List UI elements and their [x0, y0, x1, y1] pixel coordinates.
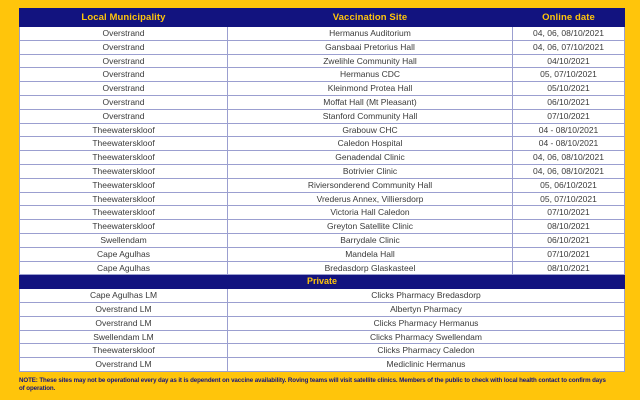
site-cell: Mediclinic Hermanus [228, 358, 625, 372]
site-cell: Hermanus CDC [228, 68, 513, 82]
table-row [20, 344, 625, 358]
site-cell: Riviersonderend Community Hall [228, 178, 513, 192]
online-date-cell: 04, 06, 07/10/2021 [513, 40, 625, 54]
municipality-cell: Theewaterskloof [20, 164, 228, 178]
site-cell: Bredasdorp Glaskasteel [228, 261, 513, 275]
online-date-cell: 05, 07/10/2021 [513, 192, 625, 206]
municipality-cell: Swellendam [20, 233, 228, 247]
table-row [20, 220, 625, 234]
table-row [20, 82, 625, 96]
table-row [20, 206, 625, 220]
table-row [20, 302, 625, 316]
table-row [20, 40, 625, 54]
municipality-cell: Theewaterskloof [20, 178, 228, 192]
online-date-cell: 04, 06, 08/10/2021 [513, 151, 625, 165]
online-date-cell: 06/10/2021 [513, 233, 625, 247]
column-header-vaccination-site: Vaccination Site [228, 9, 513, 27]
site-cell: Botrivier Clinic [228, 164, 513, 178]
table-row [20, 358, 625, 372]
table-row [20, 164, 625, 178]
site-cell: Hermanus Auditorium [228, 27, 513, 41]
online-date-cell: 04, 06, 08/10/2021 [513, 164, 625, 178]
municipality-cell: Overstrand [20, 68, 228, 82]
online-date-cell: 05, 07/10/2021 [513, 68, 625, 82]
online-date-cell: 04/10/2021 [513, 54, 625, 68]
municipality-cell: Overstrand [20, 27, 228, 41]
municipality-cell: Cape Agulhas [20, 261, 228, 275]
site-cell: Barrydale Clinic [228, 233, 513, 247]
municipality-cell: Theewaterskloof [20, 206, 228, 220]
site-cell: Kleinmond Protea Hall [228, 82, 513, 96]
online-date-cell: 07/10/2021 [513, 109, 625, 123]
site-cell: Clicks Pharmacy Caledon [228, 344, 625, 358]
municipality-cell: Cape Agulhas LM [20, 289, 228, 303]
online-date-cell: 04, 06, 08/10/2021 [513, 27, 625, 41]
municipality-cell: Overstrand [20, 40, 228, 54]
municipality-cell: Theewaterskloof [20, 344, 228, 358]
online-date-cell: 08/10/2021 [513, 220, 625, 234]
online-date-cell: 08/10/2021 [513, 261, 625, 275]
site-cell: Grabouw CHC [228, 123, 513, 137]
site-cell: Caledon Hospital [228, 137, 513, 151]
site-cell: Vrederus Annex, Villiersdorp [228, 192, 513, 206]
municipality-cell: Theewaterskloof [20, 123, 228, 137]
table-row [20, 123, 625, 137]
municipality-cell: Overstrand LM [20, 358, 228, 372]
site-cell: Gansbaai Pretorius Hall [228, 40, 513, 54]
private-section-label: Private [20, 275, 625, 289]
online-date-cell: 06/10/2021 [513, 95, 625, 109]
site-cell: Genadendal Clinic [228, 151, 513, 165]
municipality-cell: Theewaterskloof [20, 137, 228, 151]
municipality-cell: Theewaterskloof [20, 192, 228, 206]
table-row [20, 27, 625, 41]
table-row [20, 247, 625, 261]
column-header-online-date: Online date [513, 9, 625, 27]
table-row [20, 95, 625, 109]
municipality-cell: Theewaterskloof [20, 151, 228, 165]
municipality-cell: Overstrand [20, 95, 228, 109]
table-row [20, 261, 625, 275]
site-cell: Clicks Pharmacy Bredasdorp [228, 289, 625, 303]
table-row [20, 316, 625, 330]
table-row [20, 233, 625, 247]
municipality-cell: Overstrand LM [20, 302, 228, 316]
site-cell: Clicks Pharmacy Hermanus [228, 316, 625, 330]
municipality-cell: Overstrand [20, 54, 228, 68]
table-row [20, 109, 625, 123]
availability-note: NOTE: These sites may not be operational every day as it is dependent on vaccine availability. Roving teams will visit satellite clinics. Members of the public to check with local health contact to confirm days of operation. [19, 377, 606, 392]
online-date-cell: 05/10/2021 [513, 82, 625, 96]
table-row [20, 330, 625, 344]
vaccination-sites-table-container [19, 8, 624, 372]
table-row [20, 137, 625, 151]
column-header-local-municipality: Local Municipality [20, 9, 228, 27]
online-date-cell: 07/10/2021 [513, 206, 625, 220]
municipality-cell: Theewaterskloof [20, 220, 228, 234]
municipality-cell: Overstrand LM [20, 316, 228, 330]
site-cell: Clicks Pharmacy Swellendam [228, 330, 625, 344]
site-cell: Moffat Hall (Mt Pleasant) [228, 95, 513, 109]
online-date-cell: 05, 06/10/2021 [513, 178, 625, 192]
municipality-cell: Overstrand [20, 109, 228, 123]
table-row [20, 54, 625, 68]
private-section-header [20, 275, 625, 289]
vaccination-sites-table [19, 8, 625, 372]
municipality-cell: Swellendam LM [20, 330, 228, 344]
online-date-cell: 04 - 08/10/2021 [513, 123, 625, 137]
table-row [20, 192, 625, 206]
online-date-cell: 04 - 08/10/2021 [513, 137, 625, 151]
site-cell: Albertyn Pharmacy [228, 302, 625, 316]
municipality-cell: Cape Agulhas [20, 247, 228, 261]
table-row [20, 151, 625, 165]
site-cell: Greyton Satellite Clinic [228, 220, 513, 234]
site-cell: Stanford Community Hall [228, 109, 513, 123]
online-date-cell: 07/10/2021 [513, 247, 625, 261]
site-cell: Victoria Hall Caledon [228, 206, 513, 220]
table-row [20, 178, 625, 192]
site-cell: Zwelihle Community Hall [228, 54, 513, 68]
municipality-cell: Overstrand [20, 82, 228, 96]
table-row [20, 289, 625, 303]
table-row [20, 68, 625, 82]
site-cell: Mandela Hall [228, 247, 513, 261]
header-row [20, 9, 625, 27]
